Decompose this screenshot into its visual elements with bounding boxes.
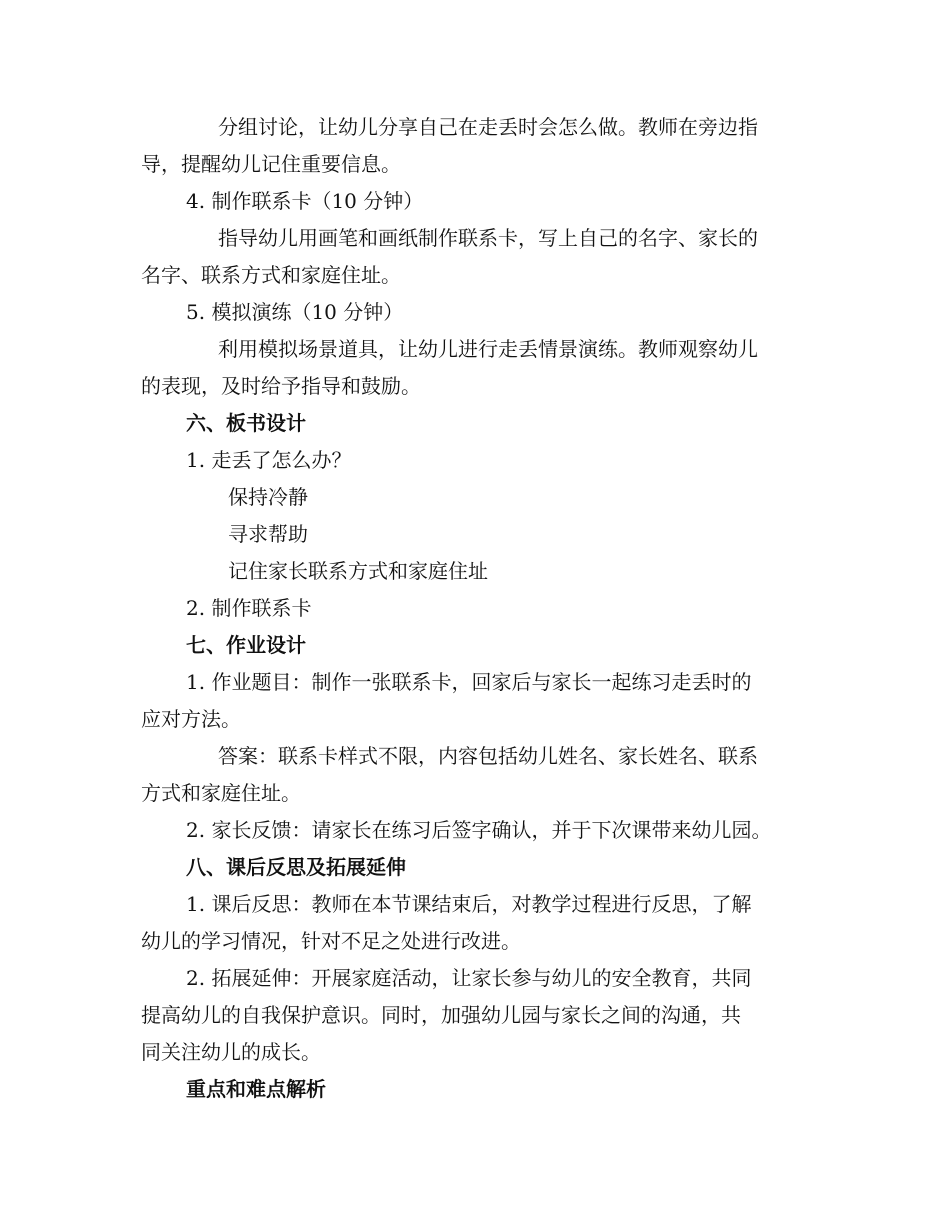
paragraph-line: 同关注幼儿的成长。	[141, 1040, 321, 1064]
section-heading: 重点和难点解析	[186, 1077, 326, 1101]
paragraph-line: 导，提醒幼儿记住重要信息。	[141, 152, 401, 176]
sub-item: 记住家长联系方式和家庭住址	[228, 559, 488, 583]
paragraph-line: 提高幼儿的自我保护意识。同时，加强幼儿园与家长之间的沟通，共	[141, 1003, 741, 1027]
paragraph-line: 利用模拟场景道具，让幼儿进行走丢情景演练。教师观察幼儿	[218, 337, 758, 361]
paragraph-line: 分组讨论，让幼儿分享自己在走丢时会怎么做。教师在旁边指	[218, 115, 758, 139]
paragraph-line: 应对方法。	[141, 707, 241, 731]
paragraph-line: 名字、联系方式和家庭住址。	[141, 263, 401, 287]
list-item: 2. 拓展延伸：开展家庭活动，让家长参与幼儿的安全教育，共同	[186, 966, 752, 990]
list-item: 1. 课后反思：教师在本节课结束后，对教学过程进行反思，了解	[186, 892, 752, 916]
list-item: 2. 制作联系卡	[186, 596, 312, 620]
section-heading: 七、作业设计	[186, 633, 306, 657]
list-item: 1. 走丢了怎么办？	[186, 448, 352, 472]
list-item: 2. 家长反馈：请家长在练习后签字确认，并于下次课带来幼儿园。	[186, 818, 772, 842]
paragraph-line: 指导幼儿用画笔和画纸制作联系卡，写上自己的名字、家长的	[218, 226, 758, 250]
sub-item: 寻求帮助	[228, 522, 308, 546]
section-heading: 八、课后反思及拓展延伸	[186, 855, 406, 879]
list-item: 1. 作业题目：制作一张联系卡，回家后与家长一起练习走丢时的	[186, 670, 752, 694]
paragraph-line: 幼儿的学习情况，针对不足之处进行改进。	[141, 929, 521, 953]
section-heading: 六、板书设计	[186, 411, 306, 435]
paragraph-line: 的表现，及时给予指导和鼓励。	[141, 374, 421, 398]
list-item-heading: 5. 模拟演练（10 分钟）	[186, 300, 404, 324]
sub-item: 保持冷静	[228, 485, 308, 509]
paragraph-line: 方式和家庭住址。	[141, 781, 301, 805]
paragraph-line: 答案：联系卡样式不限，内容包括幼儿姓名、家长姓名、联系	[218, 744, 758, 768]
list-item-heading: 4. 制作联系卡（10 分钟）	[186, 189, 424, 213]
